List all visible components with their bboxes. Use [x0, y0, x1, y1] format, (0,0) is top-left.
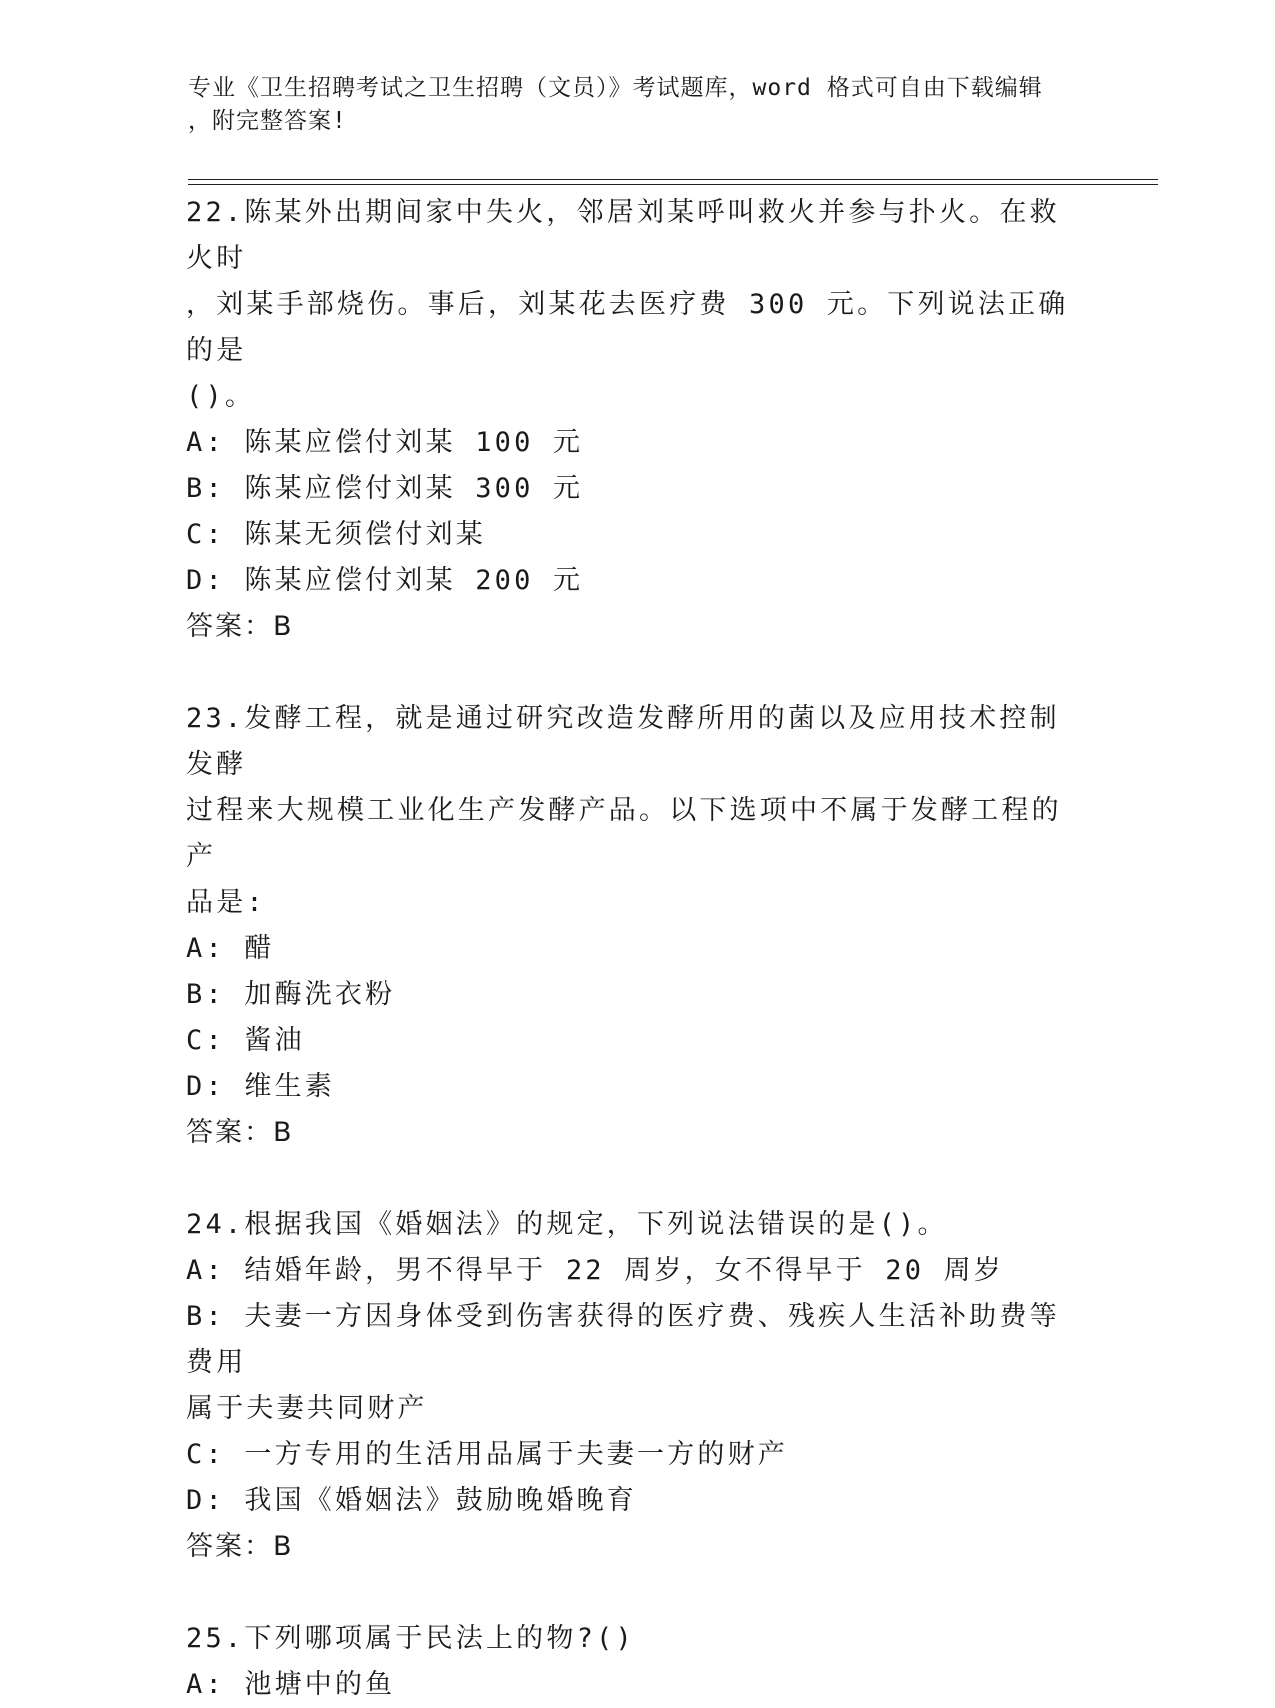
question-spacer: [186, 1156, 1086, 1202]
answer-option-line: B: 陈某应偿付刘某 300 元: [186, 473, 584, 504]
answer-option-line: C: 陈某无须偿付刘某: [186, 519, 486, 550]
question-stem-line: 24.根据我国《婚姻法》的规定，下列说法错误的是()。: [186, 1209, 948, 1240]
question-spacer: [186, 1570, 1086, 1616]
question-block: [186, 1202, 1086, 1570]
answer-key: 答案：B: [186, 1531, 294, 1562]
question-stem-line: ()。: [186, 381, 256, 412]
answer-key: 答案：B: [186, 1117, 294, 1148]
question-block: [186, 190, 1086, 650]
answer-option-line: A: 结婚年龄，男不得早于 22 周岁，女不得早于 20 周岁: [186, 1255, 1005, 1286]
answer-option-line: D: 陈某应偿付刘某 200 元: [186, 565, 584, 596]
answer-option-line: B: 加酶洗衣粉: [186, 979, 396, 1010]
question-spacer: [186, 650, 1086, 696]
answer-option-line: D: 维生素: [186, 1071, 335, 1102]
header-line-1: 专业《卫生招聘考试之卫生招聘（文员）》考试题库，word 格式可自由下载编辑: [188, 75, 1043, 101]
question-stem-line: 22.陈某外出期间家中失火，邻居刘某呼叫救火并参与扑火。在救火时: [186, 197, 1060, 274]
question-block: [186, 1616, 1086, 1708]
answer-option-line: C: 酱油: [186, 1025, 305, 1056]
question-list: [186, 190, 1086, 1708]
header-divider-bottom: [188, 184, 1158, 185]
question-stem-line: 23.发酵工程，就是通过研究改造发酵所用的菌以及应用技术控制发酵: [186, 703, 1060, 780]
question-stem-line: 25.下列哪项属于民法上的物?(): [186, 1623, 635, 1654]
header-line-2: ，附完整答案!: [188, 108, 347, 134]
header-divider-top: [188, 179, 1158, 180]
answer-option-line: A: 醋: [186, 933, 275, 964]
answer-option-line: A: 陈某应偿付刘某 100 元: [186, 427, 584, 458]
question-stem-line: 品是:: [186, 887, 266, 918]
answer-option-line: A: 池塘中的鱼: [186, 1669, 396, 1700]
answer-option-line: 属于夫妻共同财产: [186, 1393, 428, 1424]
answer-option-line: D: 我国《婚姻法》鼓励晚婚晚育: [186, 1485, 637, 1516]
document-header: [188, 72, 1088, 138]
question-block: [186, 696, 1086, 1156]
answer-key: 答案：B: [186, 611, 294, 642]
question-stem-line: ，刘某手部烧伤。事后，刘某花去医疗费 300 元。下列说法正确的是: [186, 289, 1069, 366]
question-stem-line: 过程来大规模工业化生产发酵产品。以下选项中不属于发酵工程的产: [186, 795, 1062, 872]
answer-option-line: C: 一方专用的生活用品属于夫妻一方的财产: [186, 1439, 788, 1470]
answer-option-line: B: 夫妻一方因身体受到伤害获得的医疗费、残疾人生活补助费等费用: [186, 1301, 1060, 1378]
